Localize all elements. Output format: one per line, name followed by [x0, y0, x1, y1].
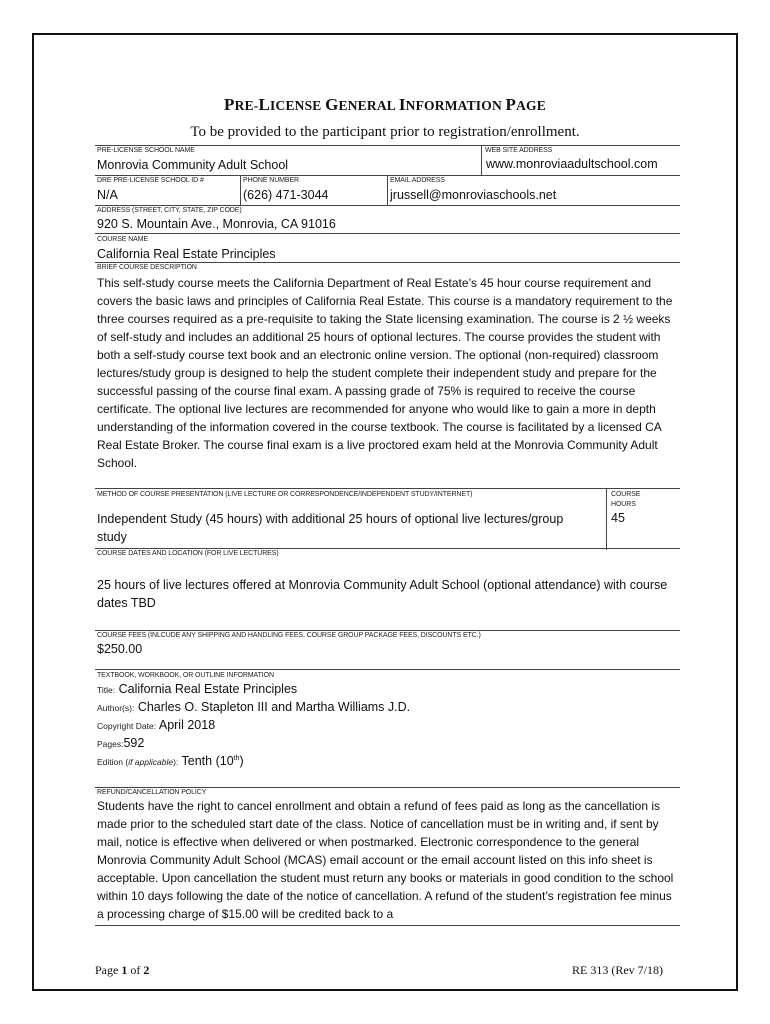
email-label: EMAIL ADDRESS — [390, 177, 445, 184]
divider — [387, 175, 388, 205]
edition-field[interactable]: Tenth (10th) — [181, 754, 244, 768]
divider — [481, 145, 482, 175]
course-hours-label: COURSE — [611, 491, 641, 498]
copyright-label: Copyright Date: — [97, 721, 157, 731]
page-number: Page 1 of 2 — [95, 963, 150, 977]
divider — [95, 205, 680, 206]
fees-label: COURSE FEES (INLCUDE ANY SHIPPING AND HANDLING FEES, COURSE GROUP PACKAGE FEES, DISCOUNTS ETC.) — [97, 632, 481, 639]
course-name-label: COURSE NAME — [97, 236, 149, 243]
divider — [95, 145, 680, 146]
textbook-pages-row — [97, 736, 144, 750]
pages-field[interactable]: 592 — [123, 736, 145, 750]
phone-field[interactable]: (626) 471-3044 — [243, 188, 329, 202]
divider — [95, 233, 680, 234]
website-label: WEB SITE ADDRESS — [485, 147, 553, 154]
address-label: ADDRESS (STREET, CITY, STATE, ZIP CODE) — [97, 207, 242, 214]
fees-field[interactable]: $250.00 — [97, 642, 143, 656]
textbook-author-row — [97, 700, 410, 714]
textbook-title-field[interactable]: California Real Estate Principles — [118, 682, 298, 696]
page-title: PRE-LICENSE GENERAL INFORMATION PAGE — [224, 95, 546, 114]
website-field[interactable]: www.monroviaadultschool.com — [486, 157, 658, 171]
school-name-label: PRE-LICENSE SCHOOL NAME — [97, 147, 195, 154]
divider — [95, 925, 680, 926]
dates-field[interactable]: 25 hours of live lectures offered at Monrovia Community Adult School (optional attendance) with course dates TBD — [97, 578, 668, 610]
course-description-label: BRIEF COURSE DESCRIPTION — [97, 264, 197, 271]
textbook-copyright-row — [97, 718, 215, 732]
textbook-author-label: Author(s): — [97, 703, 135, 713]
divider — [95, 630, 680, 631]
pages-label: Pages: — [97, 739, 124, 749]
textbook-author-field[interactable]: Charles O. Stapleton III and Martha Williams J.D. — [137, 700, 411, 714]
textbook-edition-row — [97, 754, 244, 768]
course-hours-field[interactable]: 45 — [611, 511, 625, 525]
phone-label: PHONE NUMBER — [243, 177, 299, 184]
school-id-label: DRE PRE-LICENSE SCHOOL ID # — [97, 177, 204, 184]
divider — [240, 175, 241, 205]
address-field[interactable]: 920 S. Mountain Ave., Monrovia, CA 91016 — [97, 217, 336, 231]
copyright-field[interactable]: April 2018 — [158, 718, 216, 732]
course-description-field[interactable]: This self-study course meets the California Department of Real Estate’s 45 hour course requirement and covers the basic laws and principles of California Real Estate. This course is a mandatory requirement to the three courses required as a pre-requisite to taking the State licensing examination. The course is 2 ½ weeks of self-study and includes an additional 25 hours of optional lectures. The course provides the student with both a self-study course text book and an electronic online version. The optional (non-required) classroom lectures/study group is designed to help the student complete their independent study and prepare for the successful passing of the course final exam. A passing grade of 75% is required to receive the course certificate. The optional live lectures are recommended for anyone who would like to gain a more in depth understanding of the information covered in the course textbook. The course is facilitated by a licensed CA Real Estate Broker. The course final exam is a live proctored exam held at the Monrovia Community Adult School. — [97, 276, 673, 470]
divider — [95, 488, 680, 489]
divider — [95, 787, 680, 788]
form-id: RE 313 (Rev 7/18) — [572, 963, 663, 977]
method-label: METHOD OF COURSE PRESENTATION (LIVE LECTURE OR CORRESPONDENCE/INDEPENDENT STUDY/INTERNET) — [97, 491, 473, 498]
textbook-title-row — [97, 682, 297, 696]
divider — [606, 488, 607, 550]
school-id-field[interactable]: N/A — [97, 188, 118, 202]
edition-label: Edition (if applicable): — [97, 757, 179, 767]
method-field[interactable]: Independent Study (45 hours) with additional 25 hours of optional live lectures/group study — [97, 512, 564, 544]
school-name-field[interactable]: Monrovia Community Adult School — [97, 158, 289, 172]
textbook-label: TEXTBOOK, WORKBOOK, OR OUTLINE INFORMATION — [97, 672, 274, 679]
refund-policy-field[interactable]: Students have the right to cancel enrollment and obtain a refund of fees paid as long as the cancellation is made prior to the scheduled start date of the class. Notice of cancellation must be in writing and, if sent by mail, notice is effective when delivered or when postmarked. Electronic correspondence to the general Monrovia Community Adult School (MCAS) email account or the email account listed on this info sheet is acceptable. Upon cancellation the student must return any books or materials in good condition to the school within 10 days following the date of the notice of cancellation. A refund of the student’s registration fee minus a processing charge of $15.00 will be credited back to a — [97, 799, 674, 921]
course-hours-label-2: HOURS — [611, 501, 636, 508]
page-subtitle: To be provided to the participant prior to registration/enrollment. — [190, 124, 580, 140]
refund-label: REFUND/CANCELLATION POLICY — [97, 789, 207, 796]
divider — [95, 548, 680, 549]
divider — [95, 262, 680, 263]
course-name-field[interactable]: California Real Estate Principles — [97, 247, 276, 261]
textbook-title-label: Title: — [97, 685, 116, 695]
email-field[interactable]: jrussell@monroviaschools.net — [390, 188, 557, 202]
dates-label: COURSE DATES AND LOCATION (FOR LIVE LECTURES) — [97, 550, 279, 557]
divider — [95, 669, 680, 670]
